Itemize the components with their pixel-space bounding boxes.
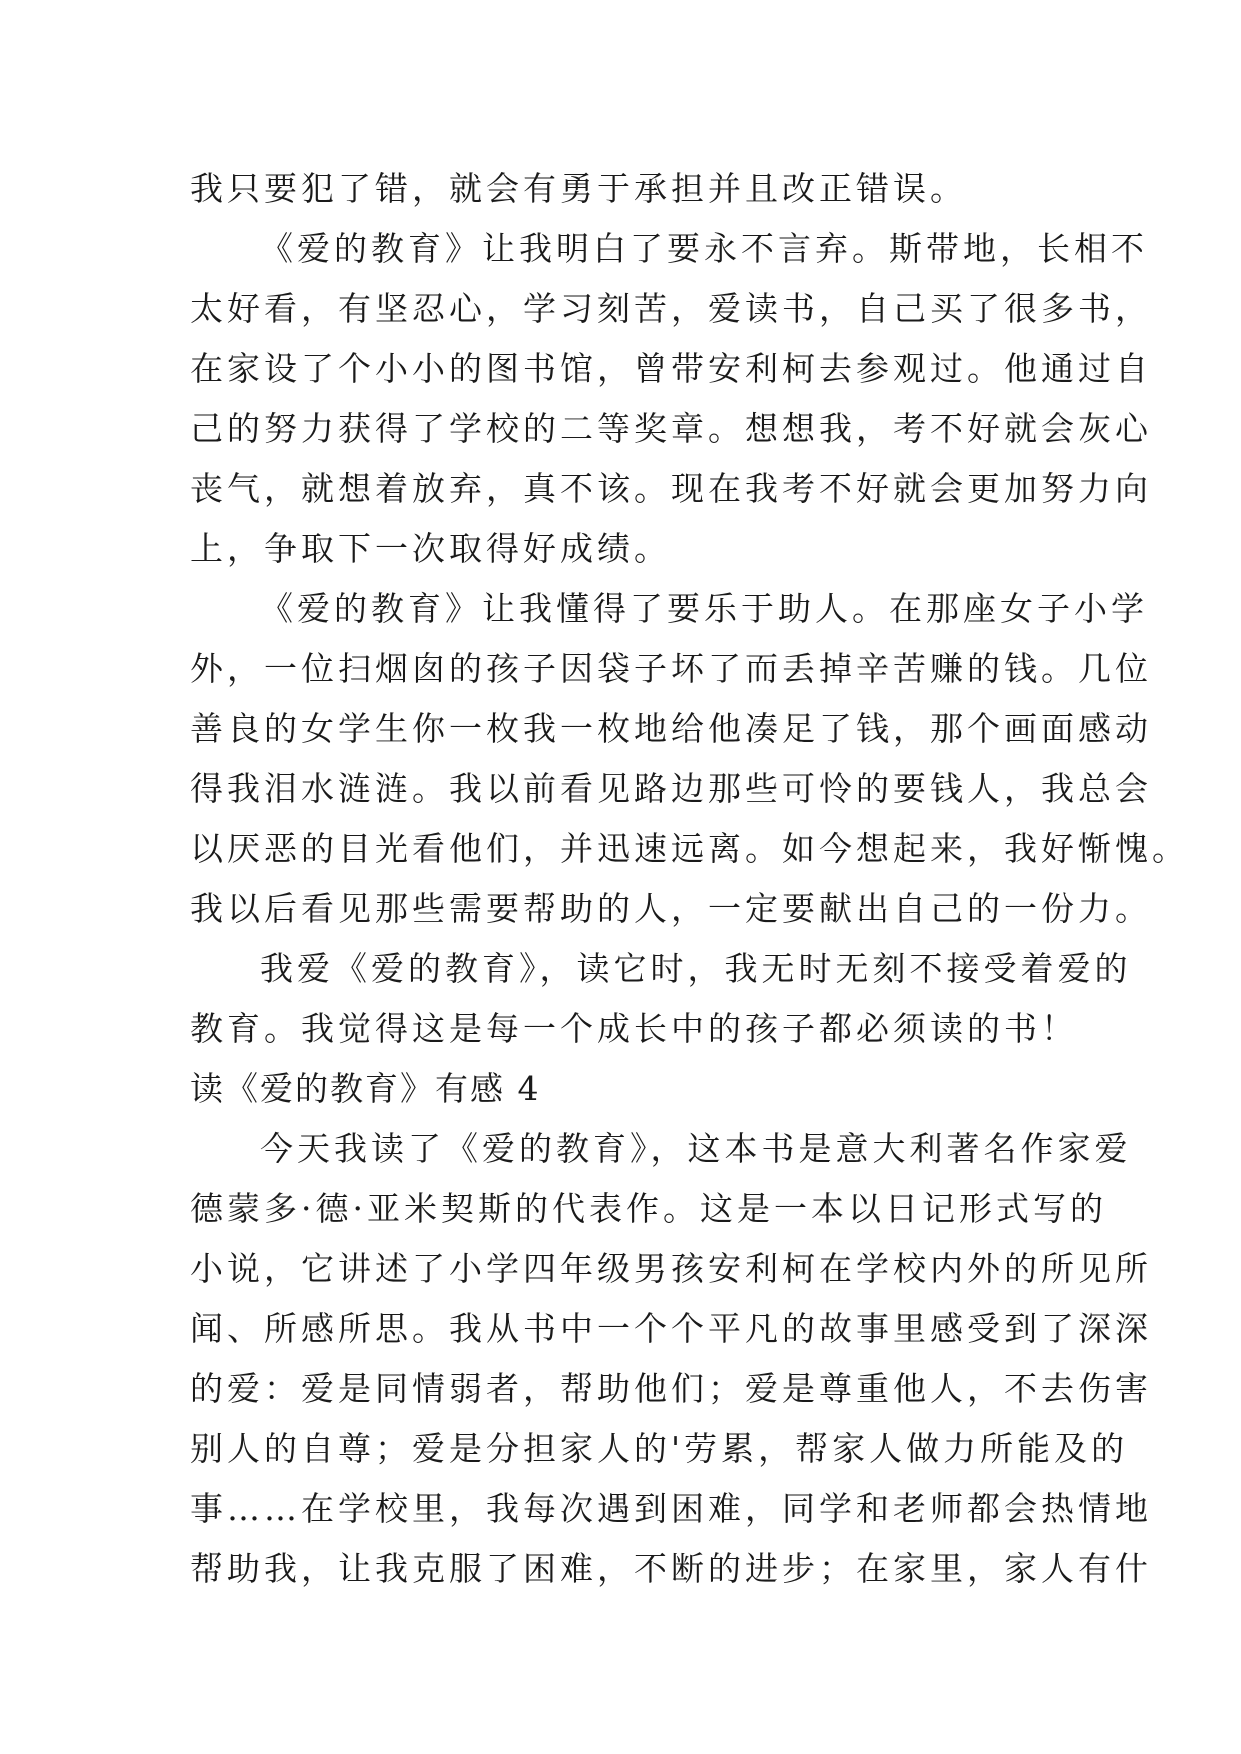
text-line: 得我泪水涟涟。我以前看见路边那些可怜的要钱人，我总会 bbox=[190, 769, 1152, 808]
text-line: 教育。我觉得这是每一个成长中的孩子都必须读的书！ bbox=[190, 1009, 1078, 1048]
paragraph-first-line: 我爱《爱的教育》，读它时，我无时无刻不接受着爱的 bbox=[260, 949, 1132, 988]
text-line: 别人的自尊；爱是分担家人的'劳累，帮家人做力所能及的 bbox=[190, 1429, 1129, 1468]
text-line: 小说，它讲述了小学四年级男孩安利柯在学校内外的所见所 bbox=[190, 1249, 1152, 1288]
text-line: 事……在学校里，我每次遇到困难，同学和老师都会热情地 bbox=[190, 1489, 1152, 1528]
paragraph-first-line: 《爱的教育》让我明白了要永不言弃。斯带地，长相不 bbox=[260, 229, 1148, 268]
text-line: 我只要犯了错，就会有勇于承担并且改正错误。 bbox=[190, 169, 967, 208]
text-line: 外，一位扫烟囱的孩子因袋子坏了而丢掉辛苦赚的钱。几位 bbox=[190, 649, 1152, 688]
text-line: 丧气，就想着放弃，真不该。现在我考不好就会更加努力向 bbox=[190, 469, 1152, 508]
text-line: 上，争取下一次取得好成绩。 bbox=[190, 529, 671, 568]
text-line: 在家设了个小小的图书馆，曾带安利柯去参观过。他通过自 bbox=[190, 349, 1152, 388]
text-line: 我以后看见那些需要帮助的人，一定要献出自己的一份力。 bbox=[190, 889, 1152, 928]
text-line: 太好看，有坚忍心，学习刻苦，爱读书，自己买了很多书， bbox=[190, 289, 1152, 328]
text-line: 帮助我，让我克服了困难，不断的进步；在家里，家人有什 bbox=[190, 1549, 1152, 1588]
paragraph-first-line: 今天我读了《爱的教育》，这本书是意大利著名作家爱 bbox=[260, 1129, 1132, 1168]
text-line: 以厌恶的目光看他们，并迅速远离。如今想起来，我好惭愧。 bbox=[190, 829, 1189, 868]
essay-body bbox=[190, 159, 1189, 1599]
text-line: 善良的女学生你一枚我一枚地给他凑足了钱，那个画面感动 bbox=[190, 709, 1152, 748]
section-heading: 读《爱的教育》有感 4 bbox=[190, 1069, 541, 1108]
text-line: 闻、所感所思。我从书中一个个平凡的故事里感受到了深深 bbox=[190, 1309, 1152, 1348]
text-line: 德蒙多·德·亚米契斯的代表作。这是一本以日记形式写的 bbox=[190, 1189, 1107, 1228]
text-line: 己的努力获得了学校的二等奖章。想想我，考不好就会灰心 bbox=[190, 409, 1152, 448]
paragraph-first-line: 《爱的教育》让我懂得了要乐于助人。在那座女子小学 bbox=[260, 589, 1148, 628]
text-line: 的爱：爱是同情弱者，帮助他们；爱是尊重他人，不去伤害 bbox=[190, 1369, 1152, 1408]
